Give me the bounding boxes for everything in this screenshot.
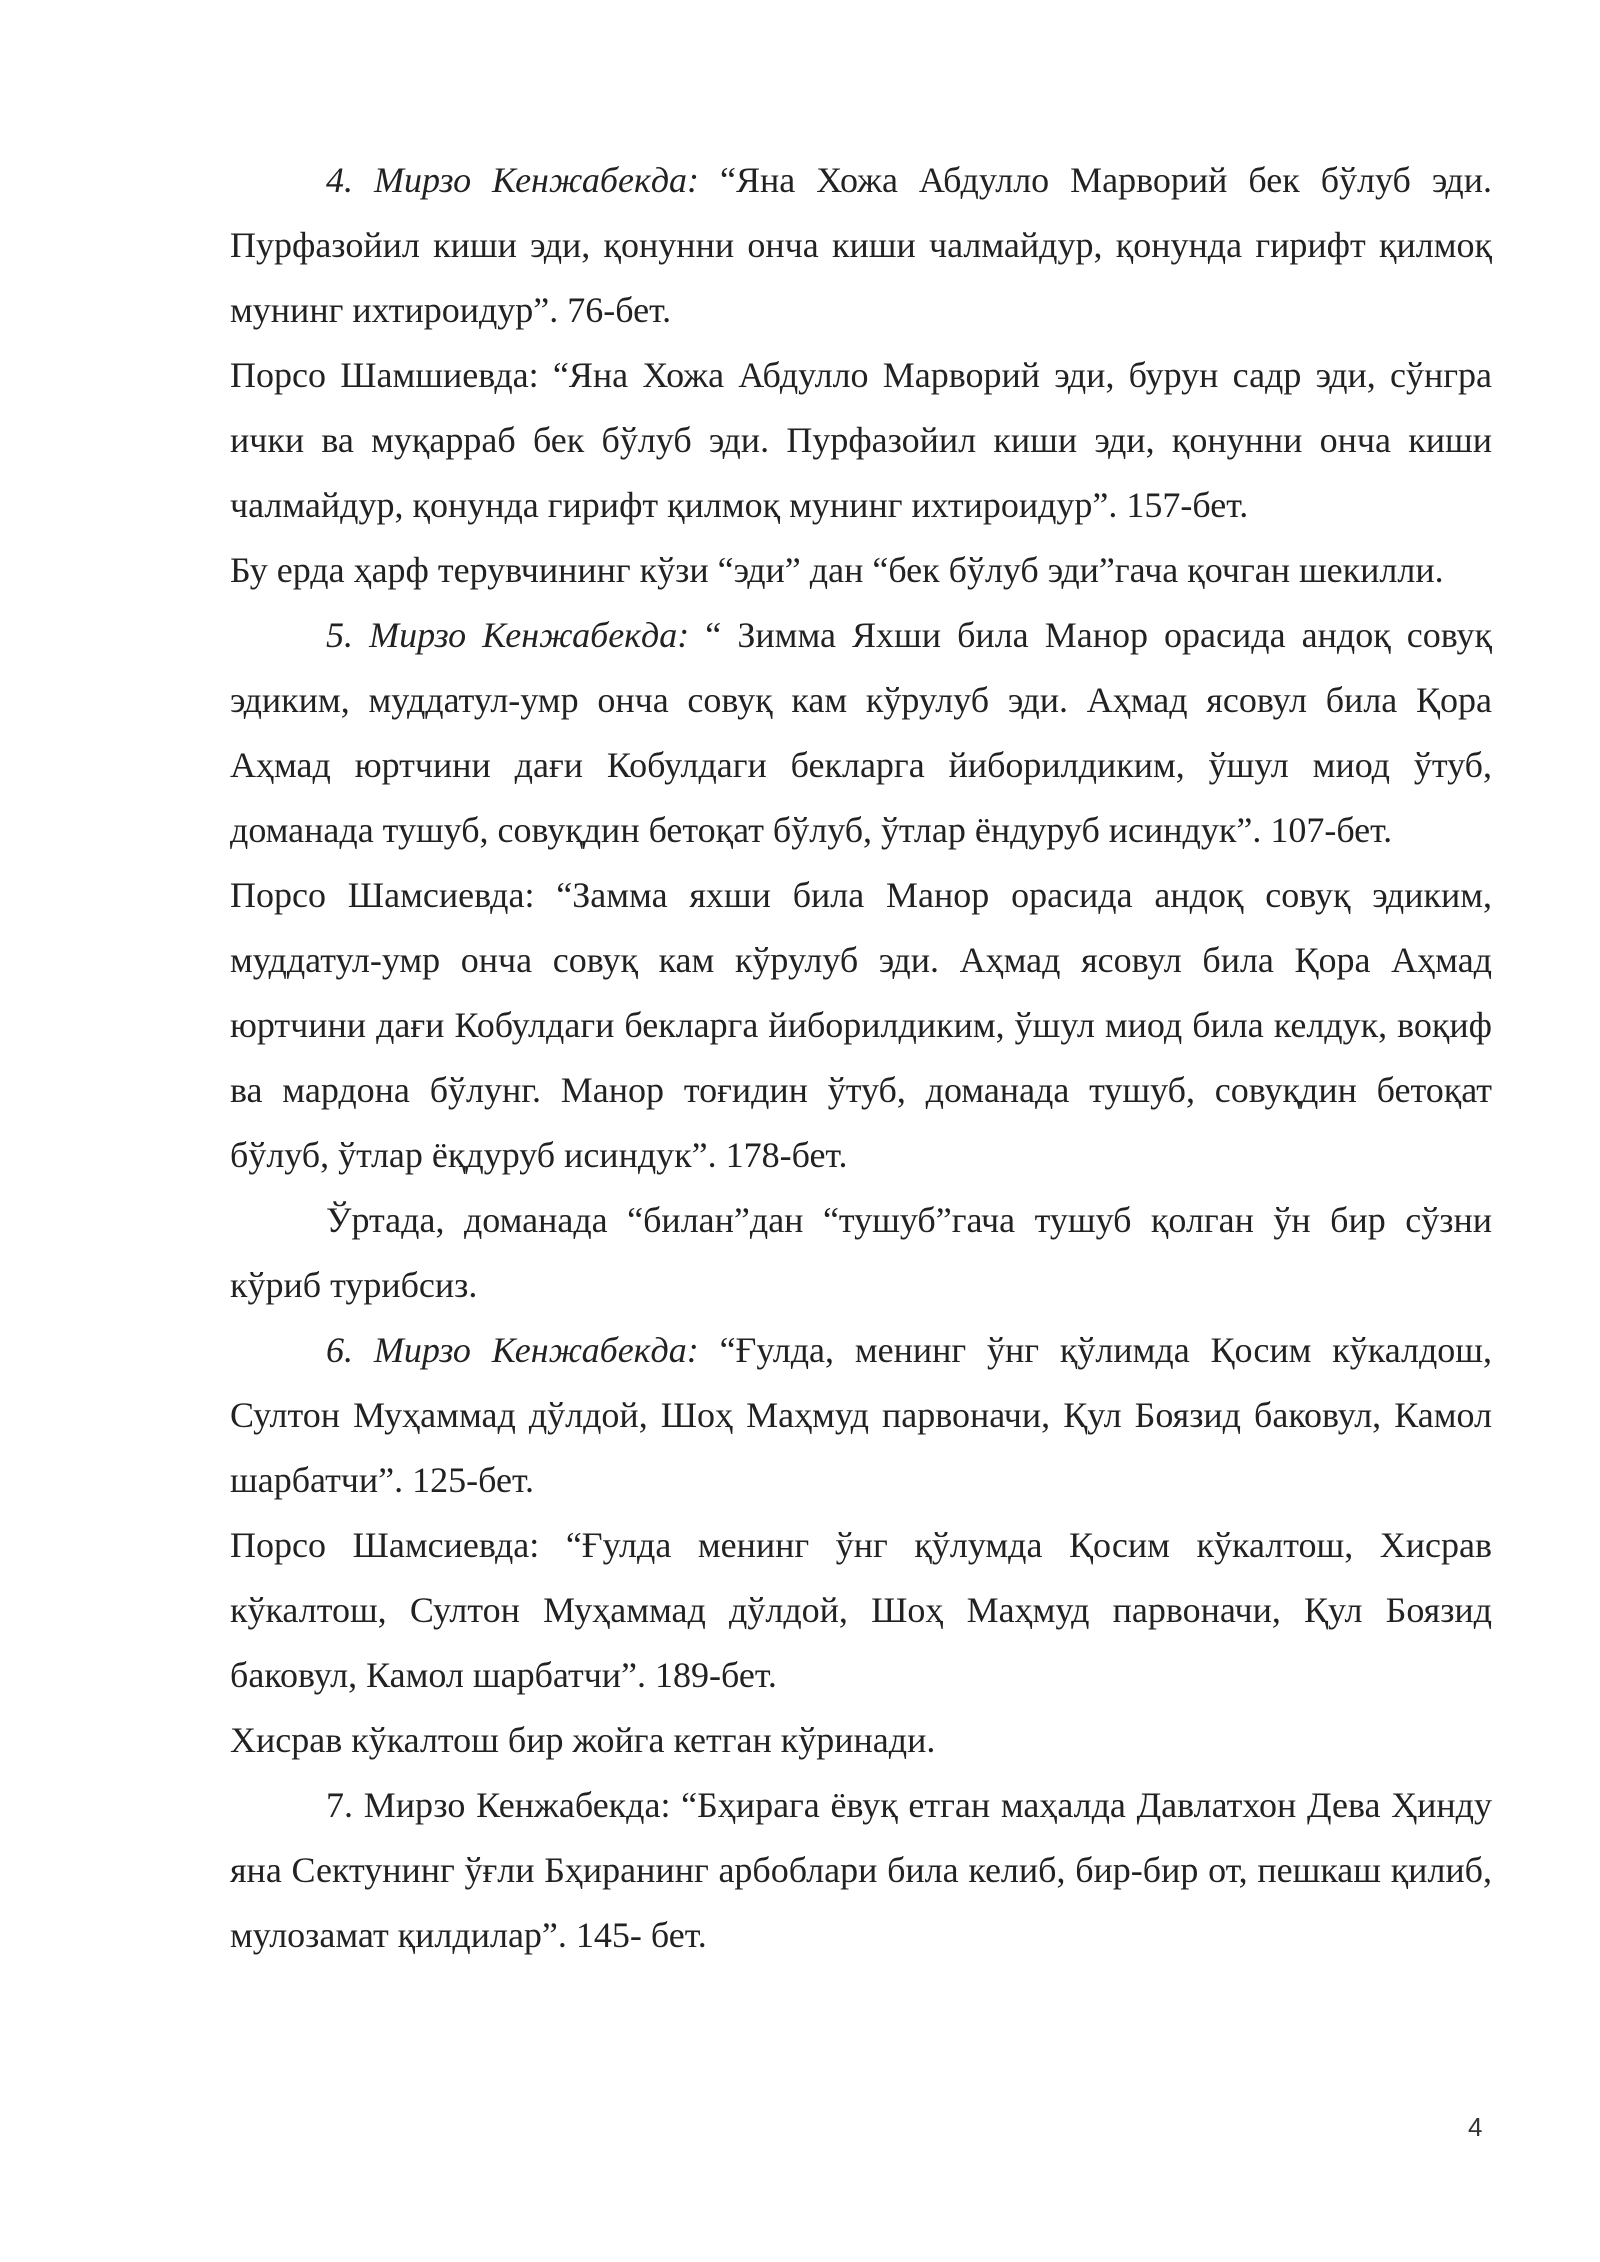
- paragraph-5-text: Порсо Шамсиевда: “Замма яхши била Манор орасида андоқ совуқ эдиким, муддатул-умр онча совуқ кам кўрулуб эди. Аҳмад ясовул била Қора Аҳмад юртчини дағи Кобулдаги бекларга йиборилдиким, ўшул миод била келдук, воқиф ва мардона бўлунг. Манор тоғидин ўтуб, доманада тушуб, совуқдин бетоқат бўлуб, ўтлар ёқдуруб исиндук”. 178-бет.: [230, 875, 1492, 1175]
- document-body: [230, 148, 1492, 1968]
- paragraph-1-label: 4. Мирзо Кенжабекда:: [326, 160, 700, 200]
- paragraph-2-text: Порсо Шамшиевда: “Яна Хожа Абдулло Марворий эди, бурун садр эди, сўнгра ички ва муқарраб бек бўлуб эди. Пурфазойил киши эди, қонунни онча киши чалмайдур, қонунда гирифт қилмоқ мунинг ихтироидур”. 157-бет.: [230, 355, 1492, 525]
- paragraph-9: [230, 1708, 1492, 1773]
- paragraph-9-text: Хисрав кўкалтош бир жойга кетган кўринади.: [230, 1720, 936, 1760]
- paragraph-7: [230, 1318, 1492, 1513]
- paragraph-1-text: “Яна Хожа Абдулло Марворий бек бўлуб эди. Пурфазойил киши эди, қонунни онча киши чалмайдур, қонунда гирифт қилмоқ мунинг ихтироидур”. 76-бет.: [230, 160, 1492, 330]
- paragraph-6-text: Ўртада, доманада “билан”дан “тушуб”гача тушуб қолган ўн бир сўзни кўриб турибсиз.: [230, 1200, 1492, 1305]
- paragraph-10: [230, 1773, 1492, 1968]
- paragraph-4-label: 5. Мирзо Кенжабекда:: [326, 615, 690, 655]
- paragraph-3-text: Бу ерда ҳарф терувчининг кўзи “эди” дан “бек бўлуб эди”гача қочган шекилли.: [230, 550, 1444, 590]
- paragraph-2: [230, 343, 1492, 538]
- paragraph-4: [230, 603, 1492, 863]
- page-number: 4: [1468, 2112, 1483, 2142]
- paragraph-1: [230, 148, 1492, 343]
- paragraph-4-text: “ Зимма Яхши била Манор орасида андоқ совуқ эдиким, муддатул-умр онча совуқ кам кўрулуб эди. Аҳмад ясовул била Қора Аҳмад юртчини дағи Кобулдаги бекларга йиборилдиким, ўшул миод ўтуб, доманада тушуб, совуқдин бетоқат бўлуб, ўтлар ёндуруб исиндук”. 107-бет.: [230, 615, 1493, 850]
- paragraph-7-text: “Ғулда, менинг ўнг қўлимда Қосим кўкалдош, Султон Муҳаммад дўлдой, Шоҳ Маҳмуд парвоначи, Қул Боязид баковул, Камол шарбатчи”. 125-бет.: [230, 1330, 1492, 1500]
- paragraph-5: [230, 863, 1492, 1188]
- paragraph-8: [230, 1513, 1492, 1708]
- paragraph-8-text: Порсо Шамсиевда: “Ғулда менинг ўнг қўлумда Қосим кўкалтош, Хисрав кўкалтош, Султон Муҳаммад дўлдой, Шоҳ Маҳмуд парвоначи, Қул Боязид баковул, Камол шарбатчи”. 189-бет.: [230, 1525, 1492, 1695]
- paragraph-6: [230, 1188, 1492, 1318]
- paragraph-7-label: 6. Мирзо Кенжабекда:: [326, 1330, 699, 1370]
- paragraph-3: [230, 538, 1492, 603]
- paragraph-10-text: 7. Мирзо Кенжабекда: “Бҳирага ёвуқ етган маҳалда Давлатхон Дева Ҳинду яна Сектунинг ўғли Бҳиранинг арбоблари била келиб, бир-бир от, пешкаш қилиб, мулозамат қилдилар”. 145- бет.: [230, 1785, 1492, 1955]
